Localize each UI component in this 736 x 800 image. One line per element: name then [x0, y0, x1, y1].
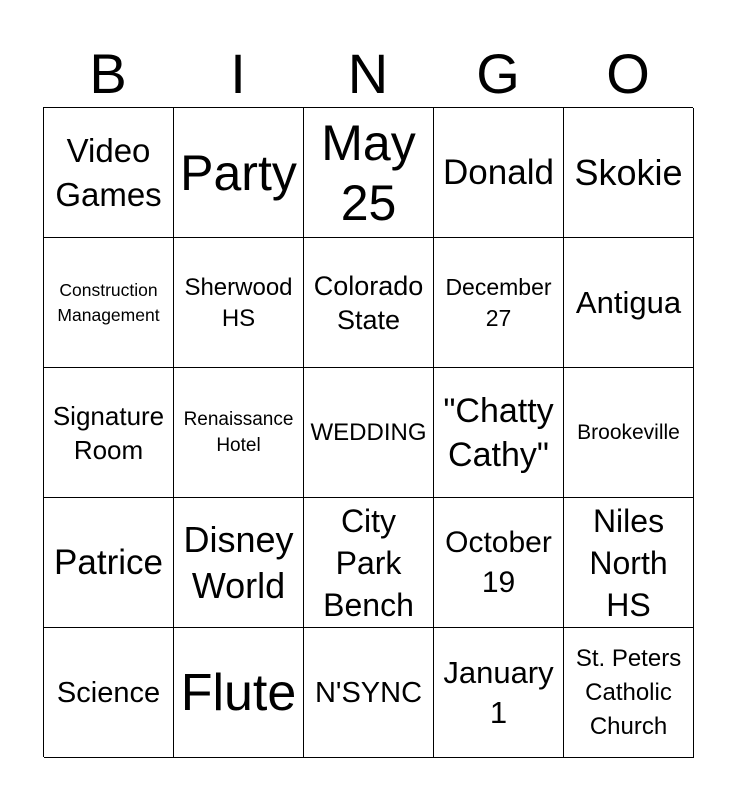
bingo-cell-r0-c0[interactable] — [44, 108, 174, 238]
cell-text: Construction Management — [57, 279, 160, 325]
bingo-cell-r4-c0[interactable] — [44, 628, 174, 758]
cell-text: Skokie — [574, 151, 683, 193]
header-letter-o: O — [606, 42, 650, 105]
bingo-cell-r4-c4[interactable] — [564, 628, 694, 758]
bingo-cell-r0-c4[interactable] — [564, 108, 694, 238]
bingo-cell-r4-c1[interactable] — [174, 628, 304, 758]
cell-text: WEDDING — [310, 418, 427, 446]
header-letter-g: G — [476, 42, 520, 105]
cell-text: Disney World — [183, 518, 294, 606]
cell-text: Antigua — [575, 284, 682, 320]
bingo-cell-r2-c3[interactable] — [434, 368, 564, 498]
cell-text: October 19 — [445, 525, 552, 599]
bingo-cell-r4-c2[interactable] — [304, 628, 434, 758]
header-letter-i: I — [230, 42, 246, 105]
bingo-cell-r4-c3[interactable] — [434, 628, 564, 758]
cell-text: Colorado State — [313, 270, 424, 335]
bingo-cell-r1-c4[interactable] — [564, 238, 694, 368]
cell-text: Renaissance Hotel — [183, 408, 294, 456]
cell-text: City Park Bench — [323, 502, 414, 623]
cell-text: Science — [56, 676, 161, 709]
bingo-board — [43, 107, 693, 757]
bingo-header — [43, 40, 693, 108]
bingo-cell-r2-c1[interactable] — [174, 368, 304, 498]
bingo-cell-r0-c1[interactable] — [174, 108, 304, 238]
bingo-cell-r2-c4[interactable] — [564, 368, 694, 498]
bingo-cell-r2-c0[interactable] — [44, 368, 174, 498]
bingo-cell-r3-c0[interactable] — [44, 498, 174, 628]
cell-text: "Chatty Cathy" — [443, 391, 554, 474]
cell-text: Niles North HS — [589, 502, 668, 623]
cell-text: St. Peters Catholic Church — [575, 644, 682, 740]
cell-text: May 25 — [321, 114, 416, 231]
bingo-cell-r3-c2[interactable] — [304, 498, 434, 628]
header-letter-b: B — [89, 42, 127, 105]
cell-text: Brookeville — [577, 420, 680, 444]
cell-text: Flute — [180, 663, 297, 722]
cell-text: Video Games — [55, 131, 162, 213]
bingo-cell-r0-c2[interactable] — [304, 108, 434, 238]
cell-text: December 27 — [445, 273, 552, 331]
bingo-cell-r2-c2[interactable] — [304, 368, 434, 498]
bingo-cell-r0-c3[interactable] — [434, 108, 564, 238]
bingo-cell-r3-c1[interactable] — [174, 498, 304, 628]
bingo-cell-r1-c1[interactable] — [174, 238, 304, 368]
bingo-cell-r3-c3[interactable] — [434, 498, 564, 628]
bingo-cell-r3-c4[interactable] — [564, 498, 694, 628]
cell-text: Sherwood HS — [184, 273, 293, 332]
bingo-cell-r1-c2[interactable] — [304, 238, 434, 368]
bingo-cell-r1-c0[interactable] — [44, 238, 174, 368]
cell-text: Patrice — [54, 542, 163, 582]
cell-text: Donald — [443, 152, 554, 192]
bingo-cell-r1-c3[interactable] — [434, 238, 564, 368]
cell-text: Party — [180, 144, 297, 201]
cell-text: N'SYNC — [314, 676, 423, 709]
cell-text: January 1 — [443, 654, 554, 730]
cell-text: Signature Room — [52, 400, 165, 465]
header-letter-n: N — [347, 42, 389, 105]
